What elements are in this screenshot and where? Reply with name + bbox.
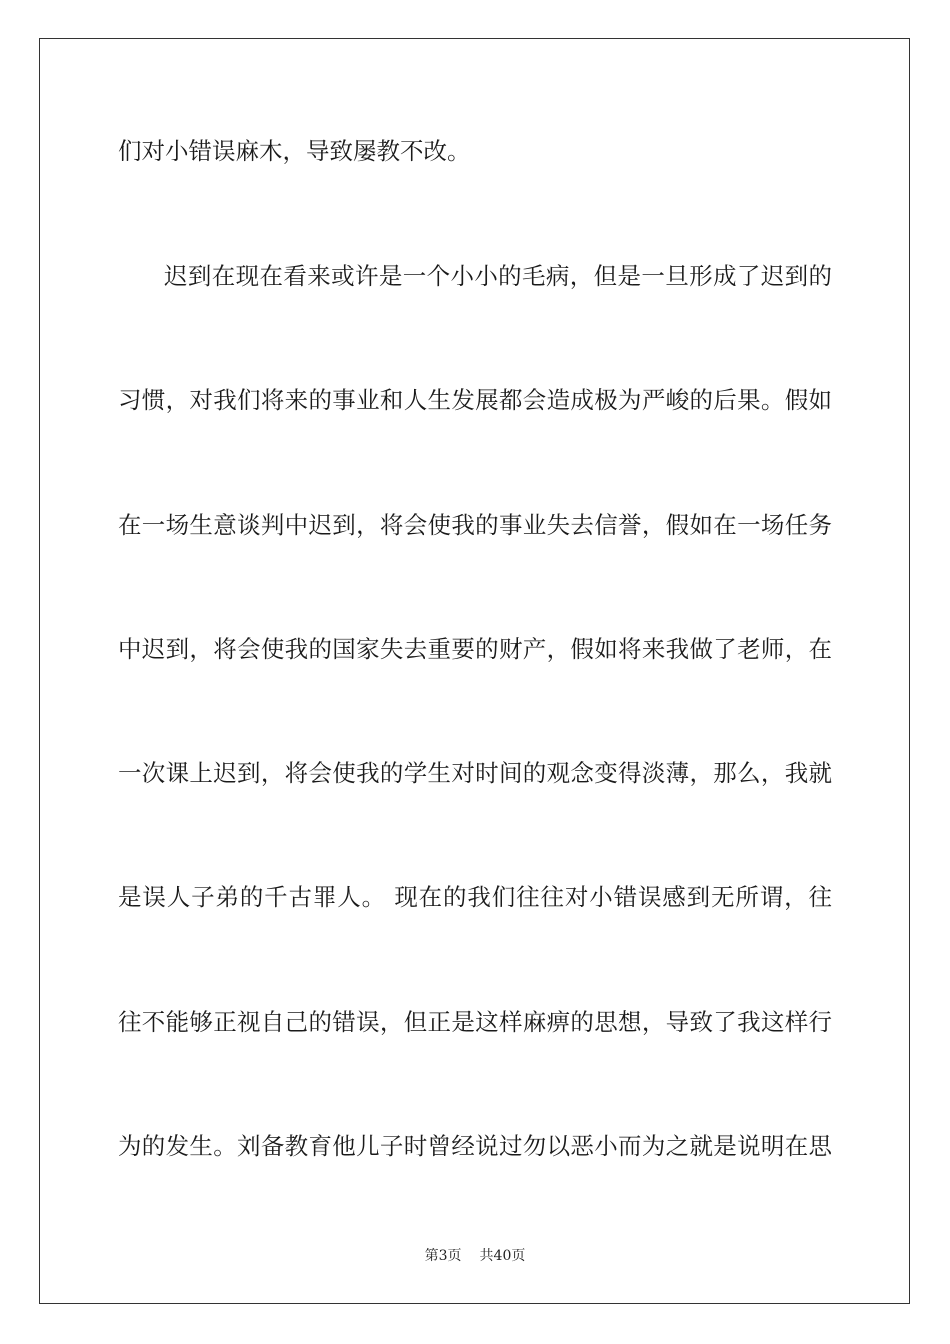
paragraph-start-line: 迟到在现在看来或许是一个小小的毛病，但是一旦形成了迟到的 (164, 262, 832, 290)
text-line-6: 一次课上迟到，将会使我的学生对时间的观念变得淡薄，那么，我就 (118, 759, 832, 787)
text-line-1: 们对小错误麻木，导致屡教不改。 (118, 137, 471, 165)
text-line-5: 中迟到，将会使我的国家失去重要的财产，假如将来我做了老师，在 (118, 635, 832, 663)
page-border (39, 38, 910, 1304)
page-number: 第3页 (424, 1248, 462, 1264)
text-line-8: 往不能够正视自己的错误，但正是这样麻痹的思想，导致了我这样行 (118, 1008, 832, 1036)
text-line-3: 习惯，对我们将来的事业和人生发展都会造成极为严峻的后果。假如 (118, 386, 832, 414)
text-line-7: 是误人子弟的千古罪人。 现在的我们往往对小错误感到无所谓，往 (118, 883, 832, 911)
page-total: 共40页 (479, 1248, 526, 1264)
text-line-9: 为的发生。刘备教育他儿子时曾经说过勿以恶小而为之就是说明在思 (118, 1132, 832, 1160)
page-footer (0, 1247, 950, 1265)
text-line-4: 在一场生意谈判中迟到，将会使我的事业失去信誉，假如在一场任务 (118, 511, 832, 539)
